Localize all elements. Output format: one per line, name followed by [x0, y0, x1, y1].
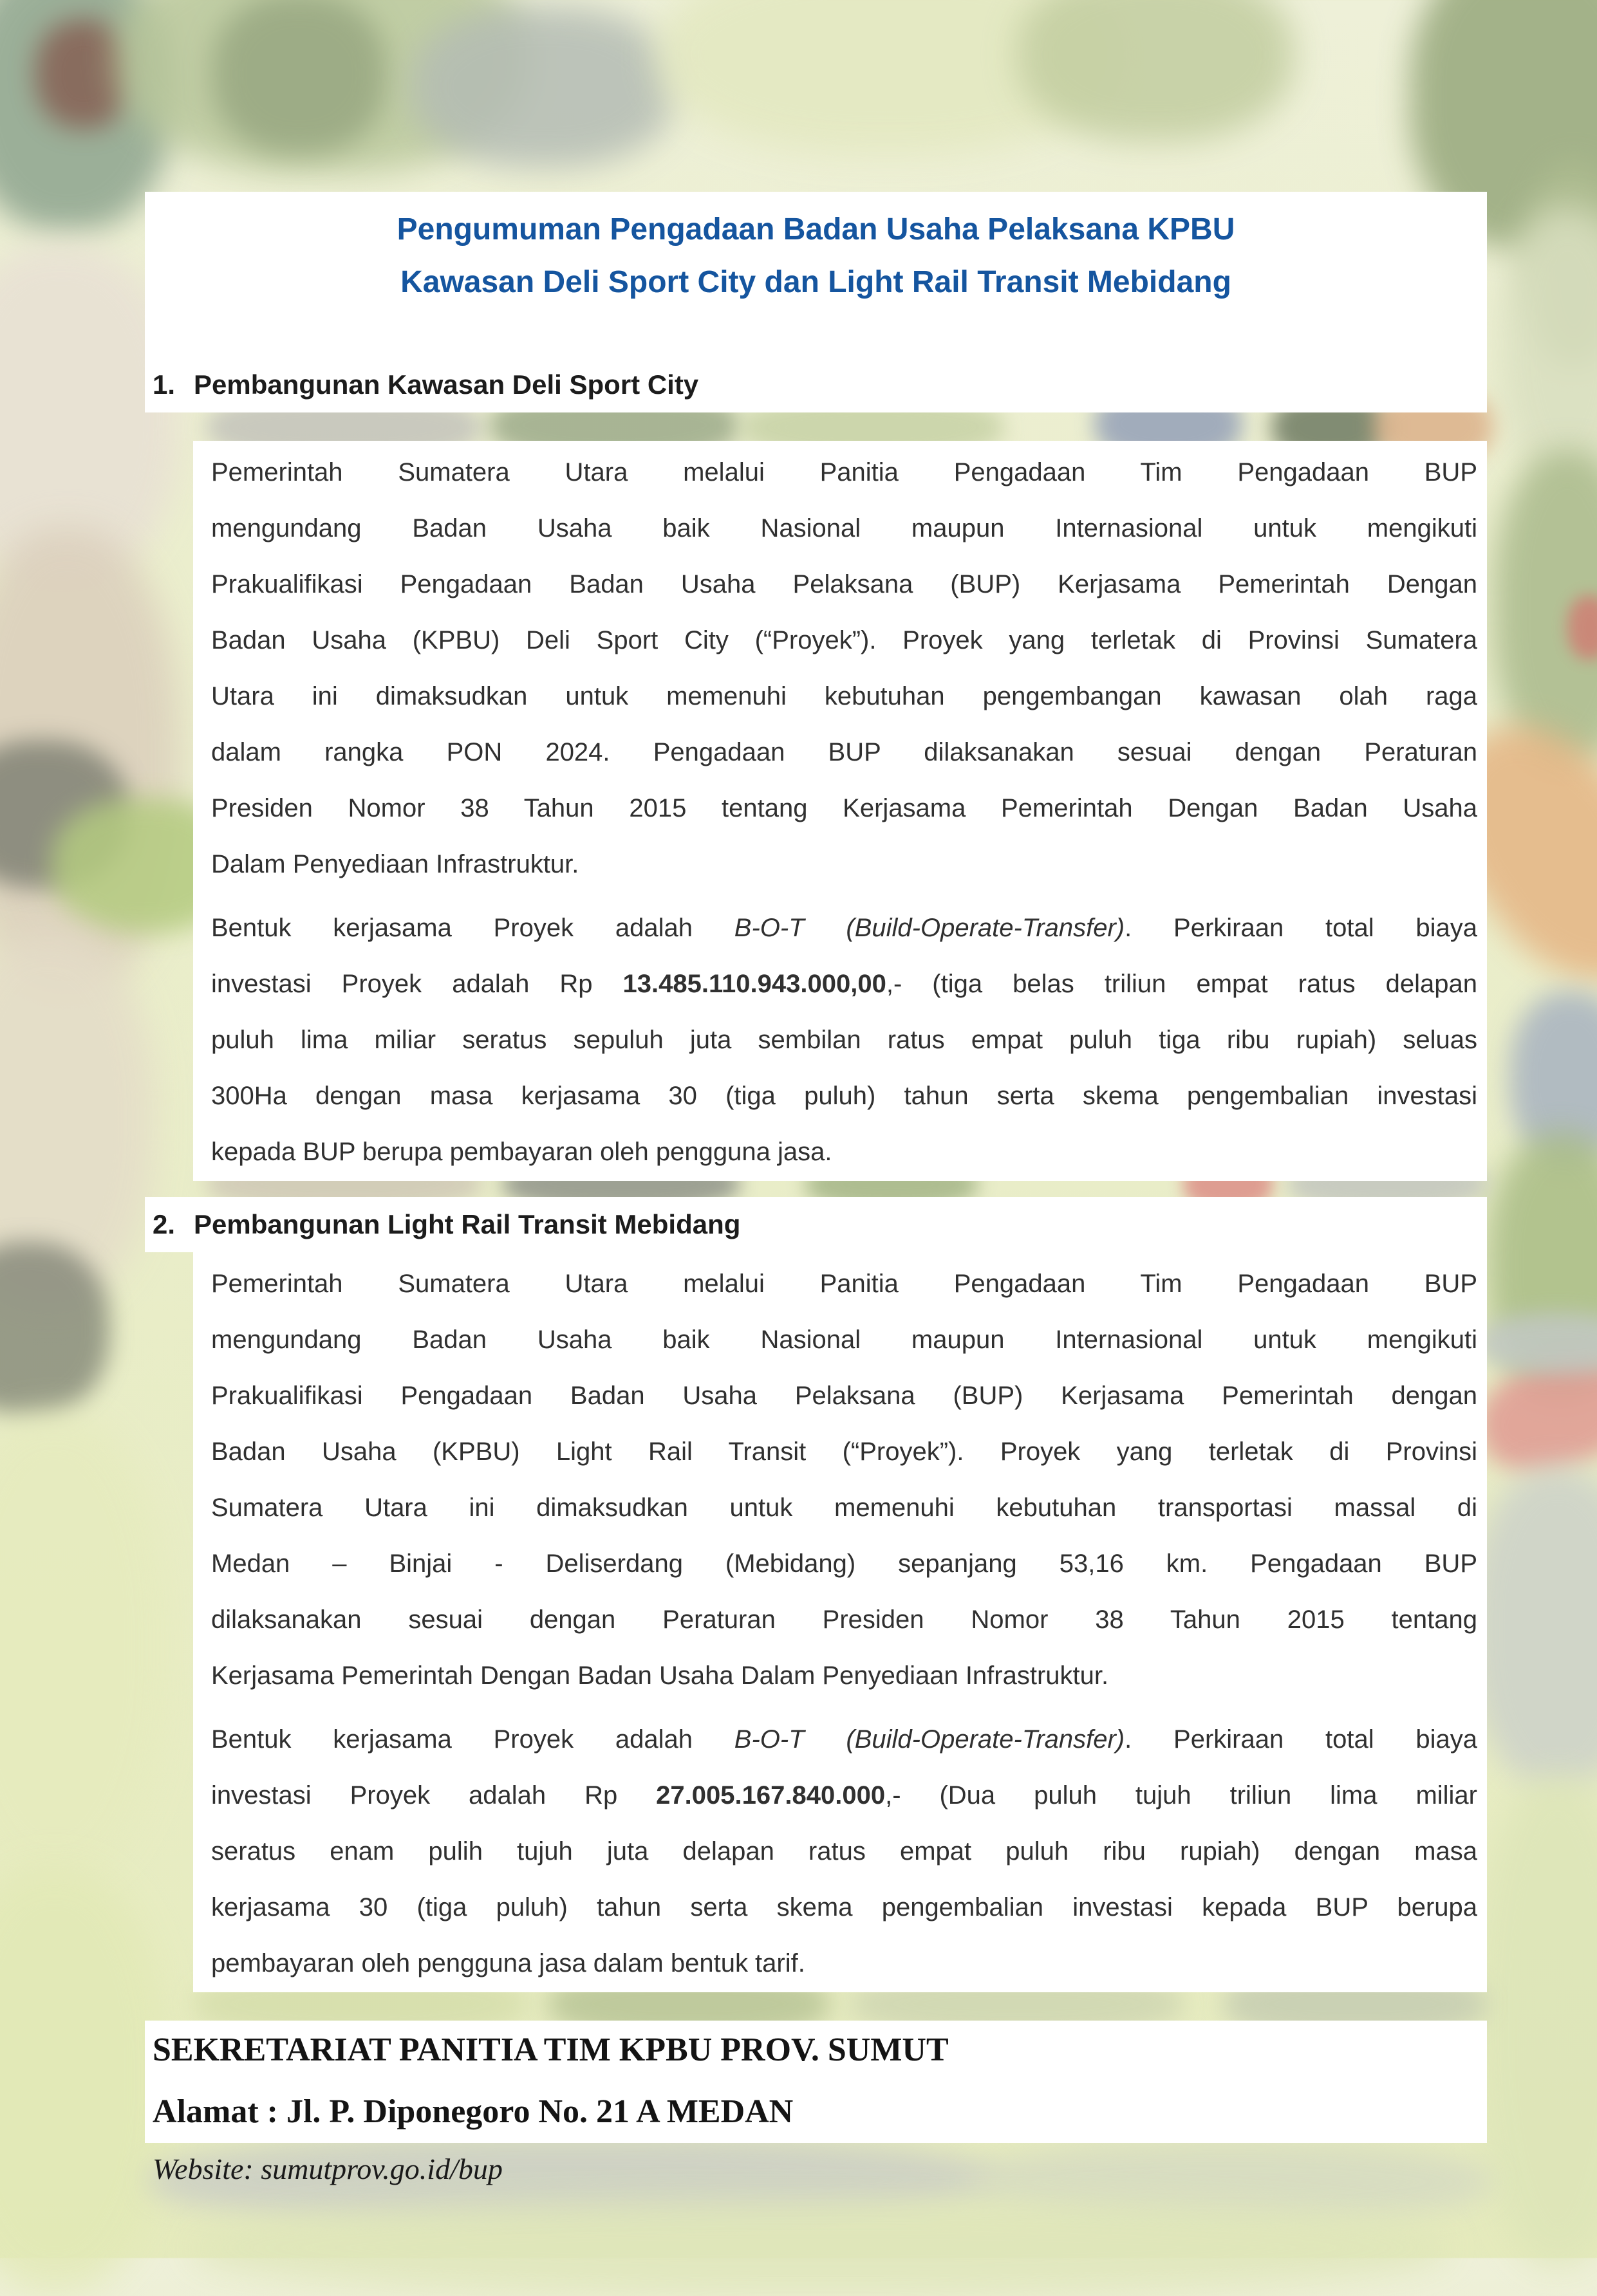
section-1-body: [193, 441, 1487, 1181]
paragraph-line: [211, 900, 1477, 956]
paragraph-line: Sumatera Utara ini dimaksudkan untuk memenuhi kebutuhan transportasi massal di: [211, 1494, 1477, 1522]
background-blob: [1017, 0, 1294, 142]
paragraph-line: Presiden Nomor 38 Tahun 2015 tentang Kerjasama Pemerintah Dengan Badan Usaha: [211, 794, 1477, 822]
section-2-body: [193, 1252, 1487, 1992]
text-run: ,- (tiga belas triliun empat ratus delapan: [886, 970, 1477, 998]
paragraph-line: Pemerintah Sumatera Utara melalui Panitia Pengadaan Tim Pengadaan BUP: [211, 1270, 1477, 1298]
paragraph-line: mengundang Badan Usaha baik Nasional maupun Internasional untuk mengikuti: [211, 514, 1477, 542]
background-blob: [1477, 1776, 1597, 2265]
paragraph-line: Prakualifikasi Pengadaan Badan Usaha Pelaksana (BUP) Kerjasama Pemerintah dengan: [211, 1382, 1477, 1410]
paragraph-line: [211, 1712, 1477, 1768]
paragraph-line: Prakualifikasi Pengadaan Badan Usaha Pelaksana (BUP) Kerjasama Pemerintah Dengan: [211, 570, 1477, 598]
paragraph-line: Kerjasama Pemerintah Dengan Badan Usaha Dalam Penyediaan Infrastruktur.: [211, 1662, 1109, 1690]
italic-run: B-O-T (Build-Operate-Transfer): [734, 1725, 1125, 1754]
paragraph-line: Dalam Penyediaan Infrastruktur.: [211, 850, 579, 878]
background-blob: [0, 1866, 167, 2291]
footer-address: Alamat : Jl. P. Diponegoro No. 21 A MEDAN: [153, 2093, 794, 2130]
paragraph-line: kerjasama 30 (tiga puluh) tahun serta skema pengembalian investasi kepada BUP berupa: [211, 1893, 1477, 1921]
text-run: . Perkiraan total biaya: [1125, 914, 1477, 942]
background-blob: [1471, 1467, 1597, 1789]
page-title-line-1: Pengumuman Pengadaan Badan Usaha Pelaksana KPBU: [397, 212, 1235, 246]
paragraph-line: Pemerintah Sumatera Utara melalui Panitia Pengadaan Tim Pengadaan BUP: [211, 458, 1477, 486]
section-2-heading: [145, 1197, 1487, 1252]
section-2-heading-label: Pembangunan Light Rail Transit Mebidang: [194, 1209, 741, 1239]
text-run: investasi Proyek adalah Rp: [211, 1781, 657, 1810]
paragraph-line: puluh lima miliar seratus sepuluh juta sembilan ratus empat puluh tiga ribu rupiah) seluas: [211, 1026, 1477, 1054]
paragraph-line: dilaksanakan sesuai dengan Peraturan Presiden Nomor 38 Tahun 2015 tentang: [211, 1606, 1477, 1634]
paragraph-line: seratus enam pulih tujuh juta delapan ratus empat puluh ribu rupiah) dengan masa: [211, 1837, 1477, 1866]
background-blob: [1477, 1313, 1597, 1374]
investment-amount: 27.005.167.840.000: [656, 1781, 886, 1810]
paragraph-line: [211, 956, 1477, 1012]
paragraph-line: 300Ha dengan masa kerjasama 30 (tiga puluh) tahun serta skema pengembalian investasi: [211, 1082, 1477, 1110]
paragraph-line: Badan Usaha (KPBU) Light Rail Transit (“Proyek”). Proyek yang terletak di Provinsi: [211, 1438, 1477, 1466]
background-blob: [0, 1416, 167, 1879]
background-blob: [1500, 206, 1597, 483]
text-run: Bentuk kerjasama Proyek adalah: [211, 1725, 734, 1754]
paragraph-line: Medan – Binjai - Deliserdang (Mebidang) sepanjang 53,16 km. Pengadaan BUP: [211, 1550, 1477, 1578]
paragraph-line: Badan Usaha (KPBU) Deli Sport City (“Proyek”). Proyek yang terletak di Provinsi Sumatera: [211, 626, 1477, 654]
section-1-heading: [145, 357, 1487, 412]
italic-run: B-O-T (Build-Operate-Transfer): [734, 914, 1125, 942]
text-run: Bentuk kerjasama Proyek adalah: [211, 914, 734, 942]
section-1-number: 1.: [153, 369, 176, 400]
paragraph-line: kepada BUP berupa pembayaran oleh pengguna jasa.: [211, 1138, 832, 1166]
paragraph-line: pembayaran oleh pengguna jasa dalam bentuk tarif.: [211, 1949, 805, 1977]
title-banner: [145, 192, 1487, 357]
paragraph-line: Utara ini dimaksudkan untuk memenuhi kebutuhan pengembangan kawasan olah raga: [211, 682, 1477, 710]
section-1-heading-label: Pembangunan Kawasan Deli Sport City: [194, 369, 699, 400]
footer-website: Website: sumutprov.go.id/bup: [153, 2152, 503, 2185]
footer-secretariat: SEKRETARIAT PANITIA TIM KPBU PROV. SUMUT: [153, 2032, 949, 2068]
section-2-number: 2.: [153, 1209, 176, 1239]
background-blob: [412, 6, 676, 167]
page-title-line-2: Kawasan Deli Sport City dan Light Rail Transit Mebidang: [400, 265, 1231, 299]
investment-amount: 13.485.110.943.000,00: [622, 970, 886, 998]
text-run: ,- (Dua puluh tujuh triliun lima miliar: [885, 1781, 1477, 1810]
paragraph-line: mengundang Badan Usaha baik Nasional maupun Internasional untuk mengikuti: [211, 1326, 1477, 1354]
paragraph-line: dalam rangka PON 2024. Pengadaan BUP dilaksanakan sesuai dengan Peraturan: [211, 738, 1477, 766]
background-blob: [212, 0, 386, 154]
paragraph-line: [211, 1768, 1477, 1824]
text-run: investasi Proyek adalah Rp: [211, 970, 623, 998]
text-run: . Perkiraan total biaya: [1125, 1725, 1477, 1754]
background-blob: [193, 2199, 1448, 2296]
footer-secretariat-block: [145, 2021, 1487, 2143]
